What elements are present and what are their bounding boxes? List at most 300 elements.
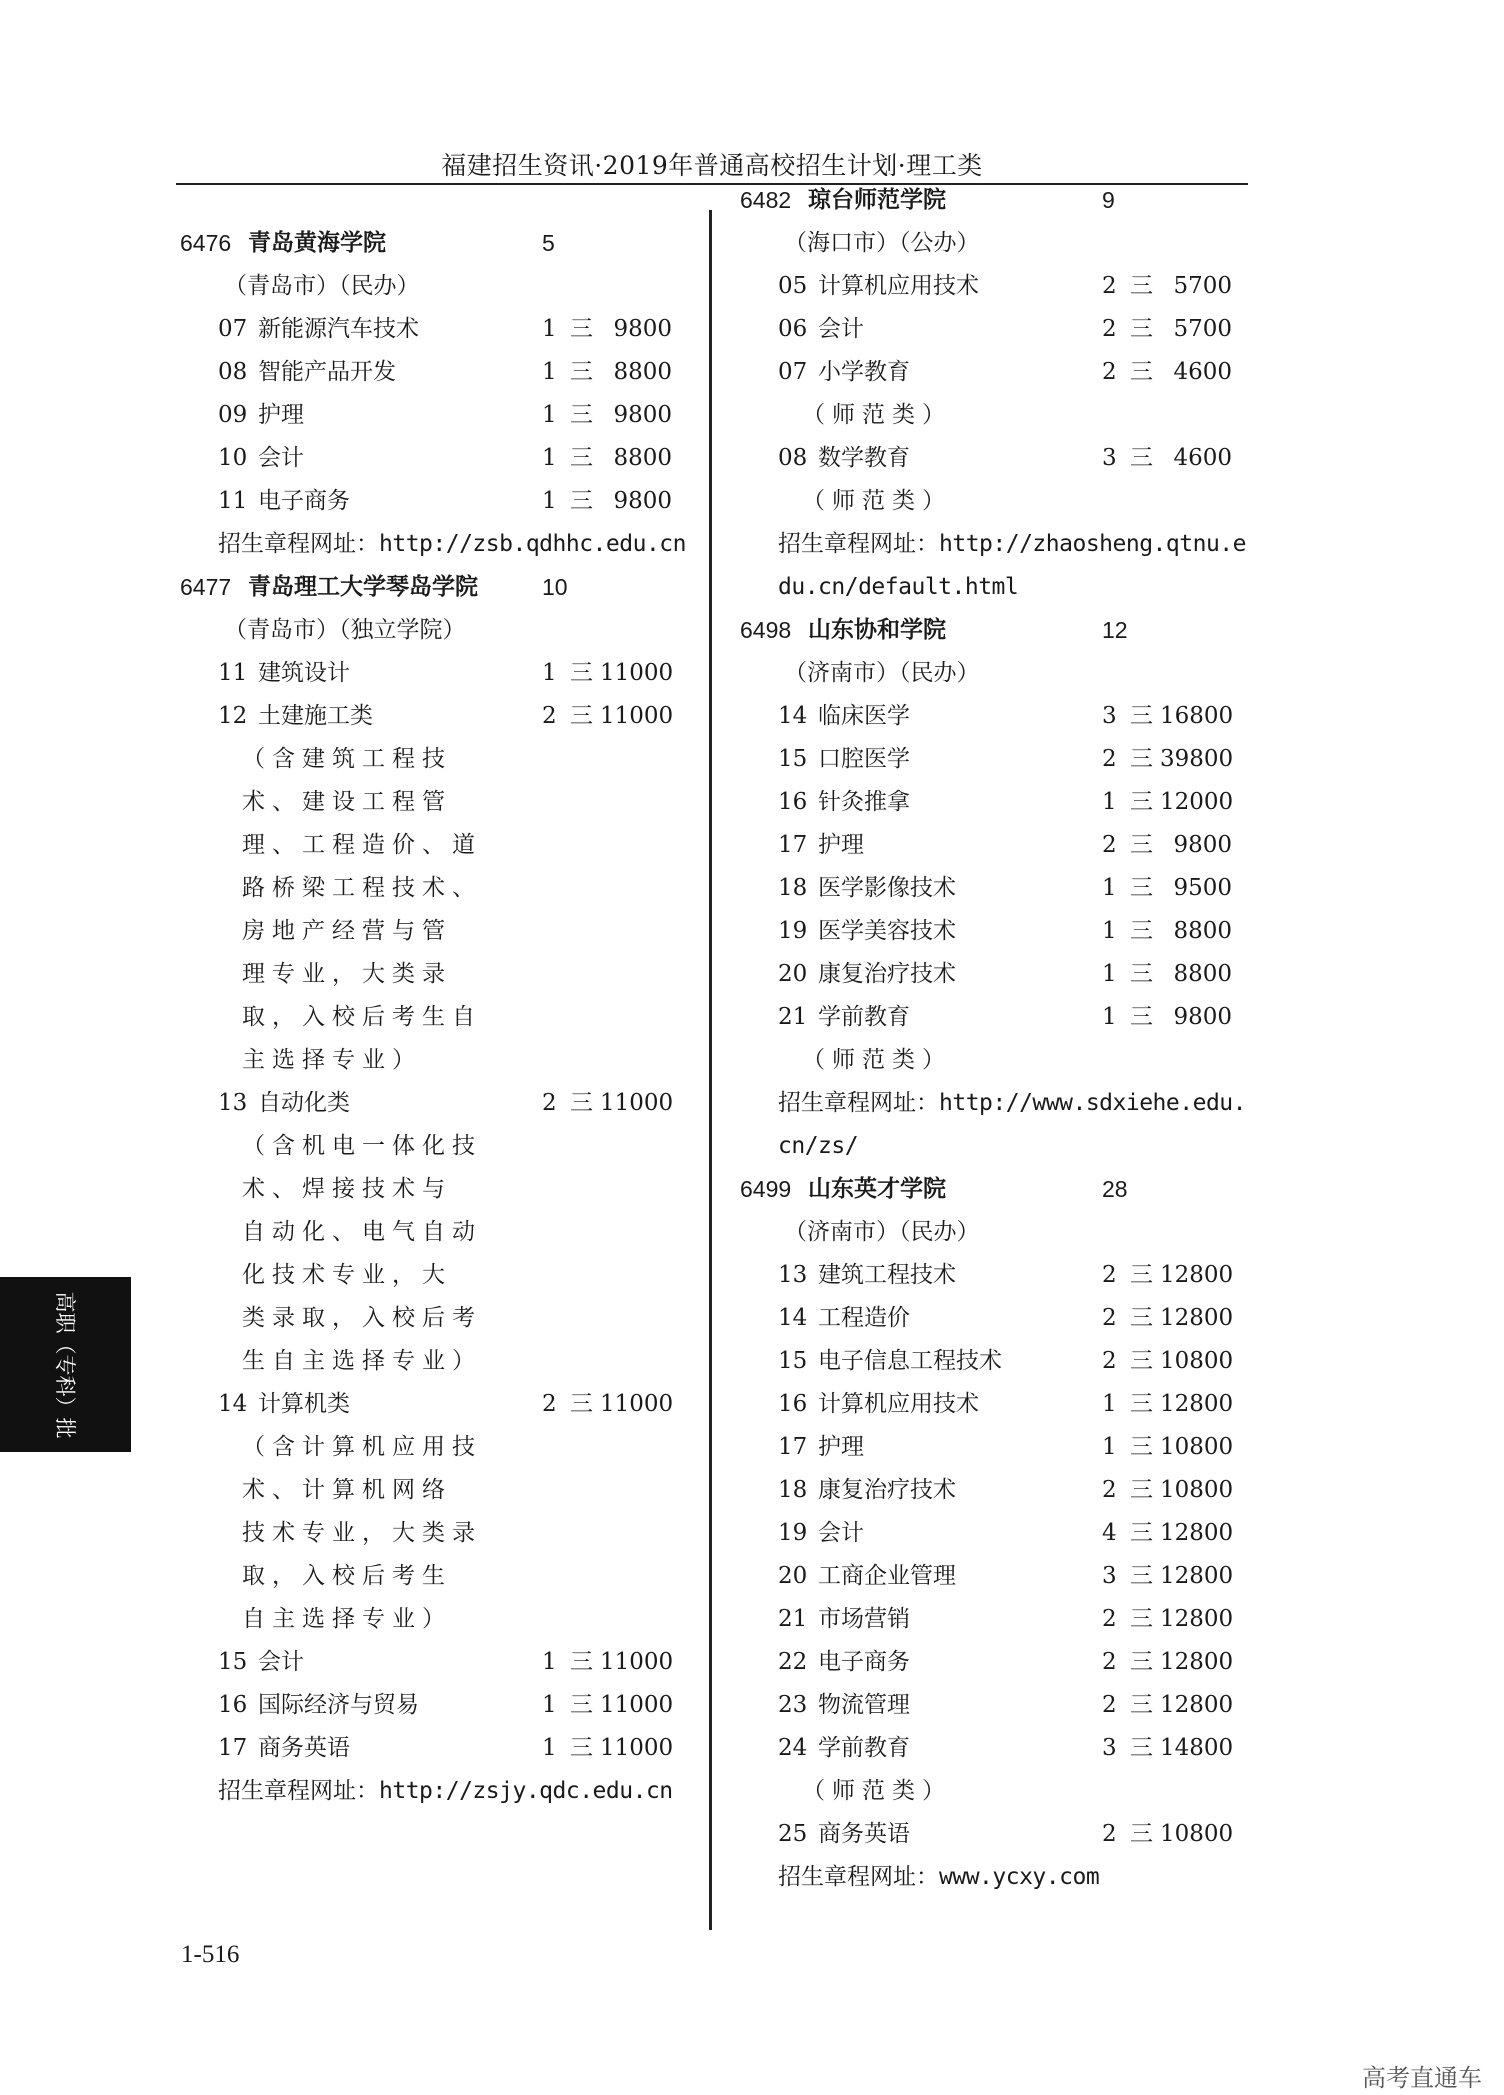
program-note: 术、计算机网络 [242,1477,452,1503]
website-label: 招生章程网址： [218,1778,379,1804]
website-line [740,1125,1240,1168]
program-years: 三 [570,1391,593,1417]
program-code: 12 [218,703,248,729]
column-divider [709,210,712,1930]
program-fee: 5700 [1173,273,1232,299]
program-name: 物流管理 [818,1692,910,1718]
program-name: 商务英语 [258,1735,350,1761]
program-years: 三 [570,316,593,342]
program-note: （师范类） [802,402,952,428]
program-years: 三 [570,1692,593,1718]
program-fee: 12800 [1160,1606,1234,1632]
institution-name: 山东协和学院 [808,617,946,643]
program-years: 三 [1130,1520,1153,1546]
program-count: 1 [1102,1391,1117,1417]
program-count: 1 [542,488,557,514]
watermark: 高考直通车 [1362,2064,1482,2092]
institution-info-line [740,222,1240,265]
program-row [740,1512,1240,1555]
side-tab [0,1277,131,1452]
institution-name: 琼台师范学院 [808,187,946,213]
program-row [740,695,1240,738]
program-code: 11 [218,488,248,514]
program-years: 三 [570,1090,593,1116]
program-code: 14 [778,1305,808,1331]
program-fee: 16800 [1160,703,1234,729]
program-count: 2 [1102,359,1117,385]
program-note-line [740,394,1240,437]
program-note-line [180,1340,680,1383]
program-years: 三 [570,402,593,428]
program-note-line [180,1168,680,1211]
program-name: 会计 [258,445,304,471]
program-name: 护理 [258,402,304,428]
website-url: http://zsjy.qdc.edu.cn [379,1778,673,1804]
program-note: （含计算机应用技 [242,1434,482,1460]
program-count: 2 [1102,316,1117,342]
program-years: 三 [570,1649,593,1675]
program-code: 19 [778,918,808,944]
institution-code: 6498 [740,617,792,643]
program-row [740,1340,1240,1383]
program-row [740,1383,1240,1426]
program-fee: 10800 [1160,1821,1234,1847]
program-name: 电子商务 [818,1649,910,1675]
program-years: 三 [1130,703,1153,729]
program-years: 三 [570,445,593,471]
program-code: 23 [778,1692,808,1718]
program-fee: 11000 [600,703,674,729]
program-code: 18 [778,875,808,901]
website-line [740,1082,1246,1125]
program-note-line [180,1125,680,1168]
program-count: 4 [1102,1520,1117,1546]
program-name: 小学教育 [818,359,910,385]
program-row [740,867,1240,910]
program-years: 三 [570,488,593,514]
program-row [740,781,1240,824]
program-code: 17 [778,832,808,858]
program-code: 21 [778,1004,808,1030]
program-fee: 5700 [1173,316,1232,342]
program-row [180,695,680,738]
institution-total: 5 [542,230,555,256]
program-fee: 10800 [1160,1348,1234,1374]
program-count: 1 [1102,1434,1117,1460]
program-name: 自动化类 [258,1090,350,1116]
program-count: 2 [1102,1606,1117,1632]
program-code: 24 [778,1735,808,1761]
program-note: 类录取，入校后考 [242,1305,482,1331]
program-count: 1 [542,316,557,342]
program-fee: 10800 [1160,1434,1234,1460]
institution-code: 6477 [180,574,232,600]
website [778,566,1018,609]
program-code: 08 [778,445,808,471]
program-note-line [180,1512,680,1555]
program-count: 2 [1102,832,1117,858]
program-note: 自动化、电气自动 [242,1219,482,1245]
website-line [740,1856,1240,1899]
program-years: 三 [1130,359,1153,385]
program-code: 16 [218,1692,248,1718]
program-row [740,996,1240,1039]
program-years: 三 [570,703,593,729]
program-count: 2 [542,1391,557,1417]
program-note-line [740,1770,1240,1813]
institution-info: （济南市）（民办） [784,660,980,686]
program-count: 2 [542,703,557,729]
program-row [740,953,1240,996]
program-fee: 12000 [1160,789,1234,815]
program-row [740,1297,1240,1340]
program-years: 三 [1130,1004,1153,1030]
program-code: 09 [218,402,248,428]
institution-code: 6499 [740,1176,792,1202]
program-note-line [180,1039,680,1082]
program-count: 1 [1102,789,1117,815]
program-code: 07 [218,316,248,342]
website-url: cn/zs/ [778,1133,859,1159]
program-fee: 11000 [600,660,674,686]
program-note-line [180,1211,680,1254]
program-code: 22 [778,1649,808,1675]
program-code: 13 [778,1262,808,1288]
program-years: 三 [1130,1262,1153,1288]
website-line [740,566,1240,609]
program-fee: 12800 [1160,1649,1234,1675]
institution-heading [740,1168,1240,1211]
program-code: 14 [218,1391,248,1417]
program-code: 20 [778,961,808,987]
program-name: 电子信息工程技术 [818,1348,1002,1374]
website [218,1770,673,1813]
program-years: 三 [1130,1563,1153,1589]
program-row [740,824,1240,867]
program-name: 临床医学 [818,703,910,729]
program-note: 术、建设工程管 [242,789,452,815]
program-row [740,265,1240,308]
program-count: 1 [542,660,557,686]
institution-total: 9 [1102,187,1115,213]
program-note-line [180,996,680,1039]
program-code: 17 [778,1434,808,1460]
institution-name: 青岛理工大学琴岛学院 [248,574,478,600]
institution-total: 10 [542,574,568,600]
program-code: 15 [218,1649,248,1675]
program-note: （师范类） [802,488,952,514]
program-fee: 11000 [600,1090,674,1116]
program-years: 三 [1130,1735,1153,1761]
program-name: 会计 [818,1520,864,1546]
program-fee: 9800 [613,316,672,342]
program-name: 医学美容技术 [818,918,956,944]
program-count: 2 [1102,1821,1117,1847]
program-name: 康复治疗技术 [818,1477,956,1503]
program-name: 市场营销 [818,1606,910,1632]
website [218,523,686,566]
institution-heading [180,566,680,609]
program-fee: 12800 [1160,1305,1234,1331]
program-code: 15 [778,746,808,772]
institution-code: 6476 [180,230,232,256]
program-fee: 39800 [1160,746,1234,772]
program-code: 19 [778,1520,808,1546]
institution-info: （青岛市）（民办） [224,273,420,299]
institution-heading [740,179,1240,222]
program-count: 1 [542,1692,557,1718]
program-name: 智能产品开发 [258,359,396,385]
program-code: 25 [778,1821,808,1847]
program-count: 2 [1102,1262,1117,1288]
institution-info: （海口市）（公办） [784,230,980,256]
program-row [180,1082,680,1125]
program-name: 国际经济与贸易 [258,1692,419,1718]
program-row [740,351,1240,394]
program-years: 三 [1130,918,1153,944]
program-count: 2 [1102,1477,1117,1503]
program-row [740,308,1240,351]
program-name: 学前教育 [818,1735,910,1761]
program-name: 电子商务 [258,488,350,514]
program-count: 1 [542,359,557,385]
program-count: 2 [1102,1692,1117,1718]
program-code: 16 [778,789,808,815]
institution-name: 山东英才学院 [808,1176,946,1202]
program-note-line [180,1297,680,1340]
program-row [180,394,680,437]
program-fee: 8800 [1173,918,1232,944]
program-row [740,1684,1240,1727]
program-note: （师范类） [802,1778,952,1804]
program-code: 14 [778,703,808,729]
program-note: 房地产经营与管 [242,918,452,944]
program-years: 三 [1130,746,1153,772]
program-count: 2 [1102,1305,1117,1331]
program-years: 三 [1130,1606,1153,1632]
program-count: 1 [1102,961,1117,987]
program-name: 数学教育 [818,445,910,471]
program-fee: 9800 [1173,1004,1232,1030]
program-count: 2 [542,1090,557,1116]
program-name: 医学影像技术 [818,875,956,901]
program-fee: 9800 [613,402,672,428]
program-note: 主选择专业） [242,1047,422,1073]
program-name: 土建施工类 [258,703,373,729]
program-code: 07 [778,359,808,385]
program-note-line [180,1426,680,1469]
program-row [180,1727,680,1770]
institution-info-line [740,1211,1240,1254]
website-url: http://zsb.qdhhc.edu.cn [379,531,686,557]
program-count: 1 [1102,1004,1117,1030]
program-note: 自主选择专业） [242,1606,452,1632]
program-row [740,1641,1240,1684]
program-years: 三 [1130,1305,1153,1331]
program-fee: 8800 [613,359,672,385]
program-name: 计算机类 [258,1391,350,1417]
program-count: 2 [1102,746,1117,772]
program-note: （师范类） [802,1047,952,1073]
institution-total: 12 [1102,617,1128,643]
program-fee: 11000 [600,1391,674,1417]
website-url: www.ycxy.com [939,1864,1100,1890]
program-fee: 9500 [1173,875,1232,901]
program-fee: 12800 [1160,1391,1234,1417]
program-years: 三 [570,660,593,686]
program-years: 三 [1130,875,1153,901]
program-name: 工商企业管理 [818,1563,956,1589]
program-note: 取，入校后考生自 [242,1004,482,1030]
program-code: 13 [218,1090,248,1116]
program-years: 三 [1130,1692,1153,1718]
program-years: 三 [1130,1477,1153,1503]
program-note: 路桥梁工程技术、 [242,875,482,901]
program-name: 会计 [258,1649,304,1675]
program-years: 三 [570,359,593,385]
program-note-line [740,1039,1240,1082]
program-count: 2 [1102,1649,1117,1675]
program-fee: 8800 [613,445,672,471]
program-count: 3 [1102,445,1117,471]
program-code: 21 [778,1606,808,1632]
program-row [740,1727,1240,1770]
website-label: 招生章程网址： [778,1864,939,1890]
program-note: 术、焊接技术与 [242,1176,452,1202]
program-fee: 12800 [1160,1563,1234,1589]
program-code: 18 [778,1477,808,1503]
program-name: 针灸推拿 [818,789,910,815]
institution-info: （济南市）（民办） [784,1219,980,1245]
program-years: 三 [1130,1348,1153,1374]
institution-total: 28 [1102,1176,1128,1202]
website [778,523,1246,566]
program-code: 20 [778,1563,808,1589]
program-fee: 11000 [600,1692,674,1718]
program-count: 1 [1102,875,1117,901]
program-code: 16 [778,1391,808,1417]
program-row [180,351,680,394]
institution-info: （青岛市）（独立学院） [224,617,466,643]
program-row [740,738,1240,781]
institution-info-line [180,609,680,652]
website [778,1125,858,1168]
program-note-line [180,1254,680,1297]
program-note-line [180,953,680,996]
program-name: 新能源汽车技术 [258,316,419,342]
institution-heading [180,222,680,265]
program-row [180,480,680,523]
program-fee: 12800 [1160,1262,1234,1288]
program-code: 08 [218,359,248,385]
program-row [180,308,680,351]
program-years: 三 [1130,316,1153,342]
program-fee: 8800 [1173,961,1232,987]
program-code: 10 [218,445,248,471]
institution-info-line [740,652,1240,695]
program-fee: 10800 [1160,1477,1234,1503]
program-note: 生自主选择专业） [242,1348,482,1374]
program-note: 技术专业，大类录 [242,1520,482,1546]
website-line [180,1770,680,1813]
program-row [740,1254,1240,1297]
program-row [180,437,680,480]
program-count: 3 [1102,1563,1117,1589]
website-label: 招生章程网址： [778,531,939,557]
program-count: 2 [1102,1348,1117,1374]
program-count: 3 [1102,703,1117,729]
website [778,1856,1099,1899]
program-row [180,1383,680,1426]
program-name: 建筑工程技术 [818,1262,956,1288]
program-fee: 11000 [600,1649,674,1675]
program-count: 1 [542,445,557,471]
side-tab-label: 高职（专科）批 [52,1291,77,1438]
program-count: 1 [542,402,557,428]
program-note: 取，入校后考生 [242,1563,452,1589]
website-url: http://www.sdxiehe.edu. [939,1090,1246,1116]
program-name: 计算机应用技术 [818,273,979,299]
program-row [180,1641,680,1684]
program-count: 1 [1102,918,1117,944]
program-years: 三 [1130,961,1153,987]
program-row [740,1469,1240,1512]
program-years: 三 [1130,273,1153,299]
program-fee: 4600 [1173,445,1232,471]
program-count: 1 [542,1735,557,1761]
program-note: （含机电一体化技 [242,1133,482,1159]
program-name: 商务英语 [818,1821,910,1847]
program-name: 工程造价 [818,1305,910,1331]
program-row [740,437,1240,480]
website-label: 招生章程网址： [778,1090,939,1116]
program-note-line [180,1469,680,1512]
institution-name: 青岛黄海学院 [248,230,386,256]
program-note: 理专业，大类录 [242,961,452,987]
program-note-line [180,910,680,953]
institution-code: 6482 [740,187,792,213]
program-fee: 12800 [1160,1692,1234,1718]
program-name: 建筑设计 [258,660,350,686]
program-row [740,1426,1240,1469]
program-fee: 11000 [600,1735,674,1761]
program-fee: 9800 [613,488,672,514]
program-note-line [180,1598,680,1641]
program-code: 15 [778,1348,808,1374]
program-note-line [180,738,680,781]
program-note-line [180,781,680,824]
program-name: 会计 [818,316,864,342]
institution-info-line [180,265,680,308]
program-fee: 14800 [1160,1735,1234,1761]
program-count: 1 [542,1649,557,1675]
program-fee: 4600 [1173,359,1232,385]
program-row [740,910,1240,953]
program-years: 三 [1130,1391,1153,1417]
website [778,1082,1246,1125]
website-url: http://zhaosheng.qtnu.e [939,531,1246,557]
program-row [740,1598,1240,1641]
program-count: 3 [1102,1735,1117,1761]
website-url: du.cn/default.html [778,574,1019,600]
program-name: 口腔医学 [818,746,910,772]
program-years: 三 [1130,789,1153,815]
header-title: 福建招生资讯·2019年普通高校招生计划·理工类 [441,151,983,180]
program-note-line [180,1555,680,1598]
program-years: 三 [1130,1434,1153,1460]
program-code: 17 [218,1735,248,1761]
program-row [180,1684,680,1727]
